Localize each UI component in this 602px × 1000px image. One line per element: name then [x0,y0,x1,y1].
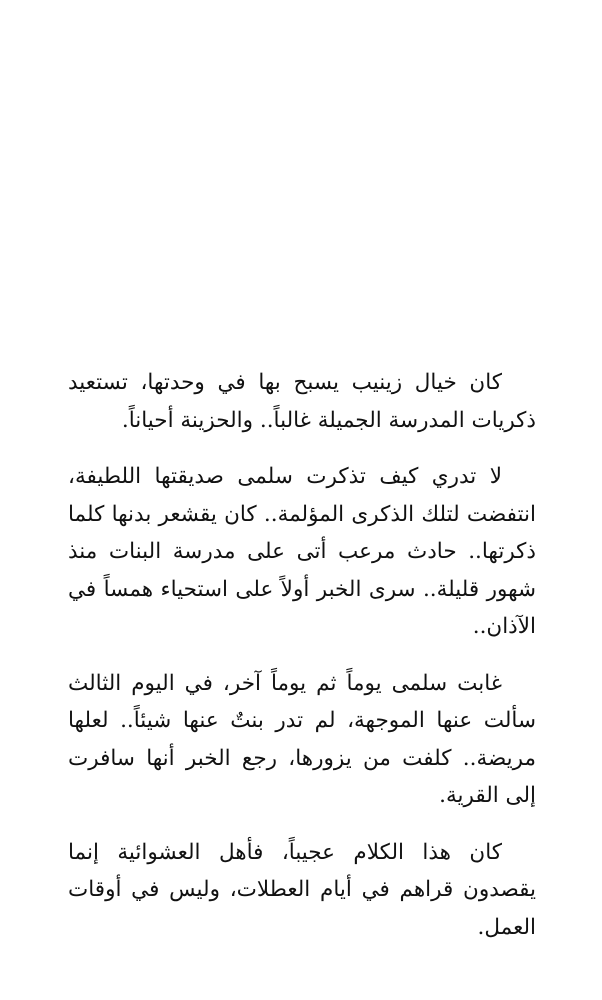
page-text [68,364,536,946]
paragraph-4: كان هذا الكلام عجيباً، فأهل العشوائية إنما يقصدون قراهم في أيام العطلات، وليس في أوقات العمل. [68,839,536,940]
paragraph-1: كان خيال زينيب يسبح بها في وحدتها، تستعيد ذكريات المدرسة الجميلة غالباً.. والحزينة أحياناً. [68,370,536,433]
paragraph-3: غابت سلمى يوماً ثم يوماً آخر، في اليوم الثالث سألت عنها الموجهة، لم تدر بنتٌ عنها شيئاً.. لعلها مريضة.. كلفت من يزورها، رجع الخبر أنها سافرت إلى القرية. [68,670,536,808]
paragraph-2: لا تدري كيف تذكرت سلمى صديقتها اللطيفة، انتفضت لتلك الذكرى المؤلمة.. كان يقشعر بدنها كلما ذكرتها.. حادث مرعب أتى على مدرسة البنات منذ شهور قليلة.. سرى الخبر أولاً على استحياء همساً في الآذان.. [68,464,536,639]
